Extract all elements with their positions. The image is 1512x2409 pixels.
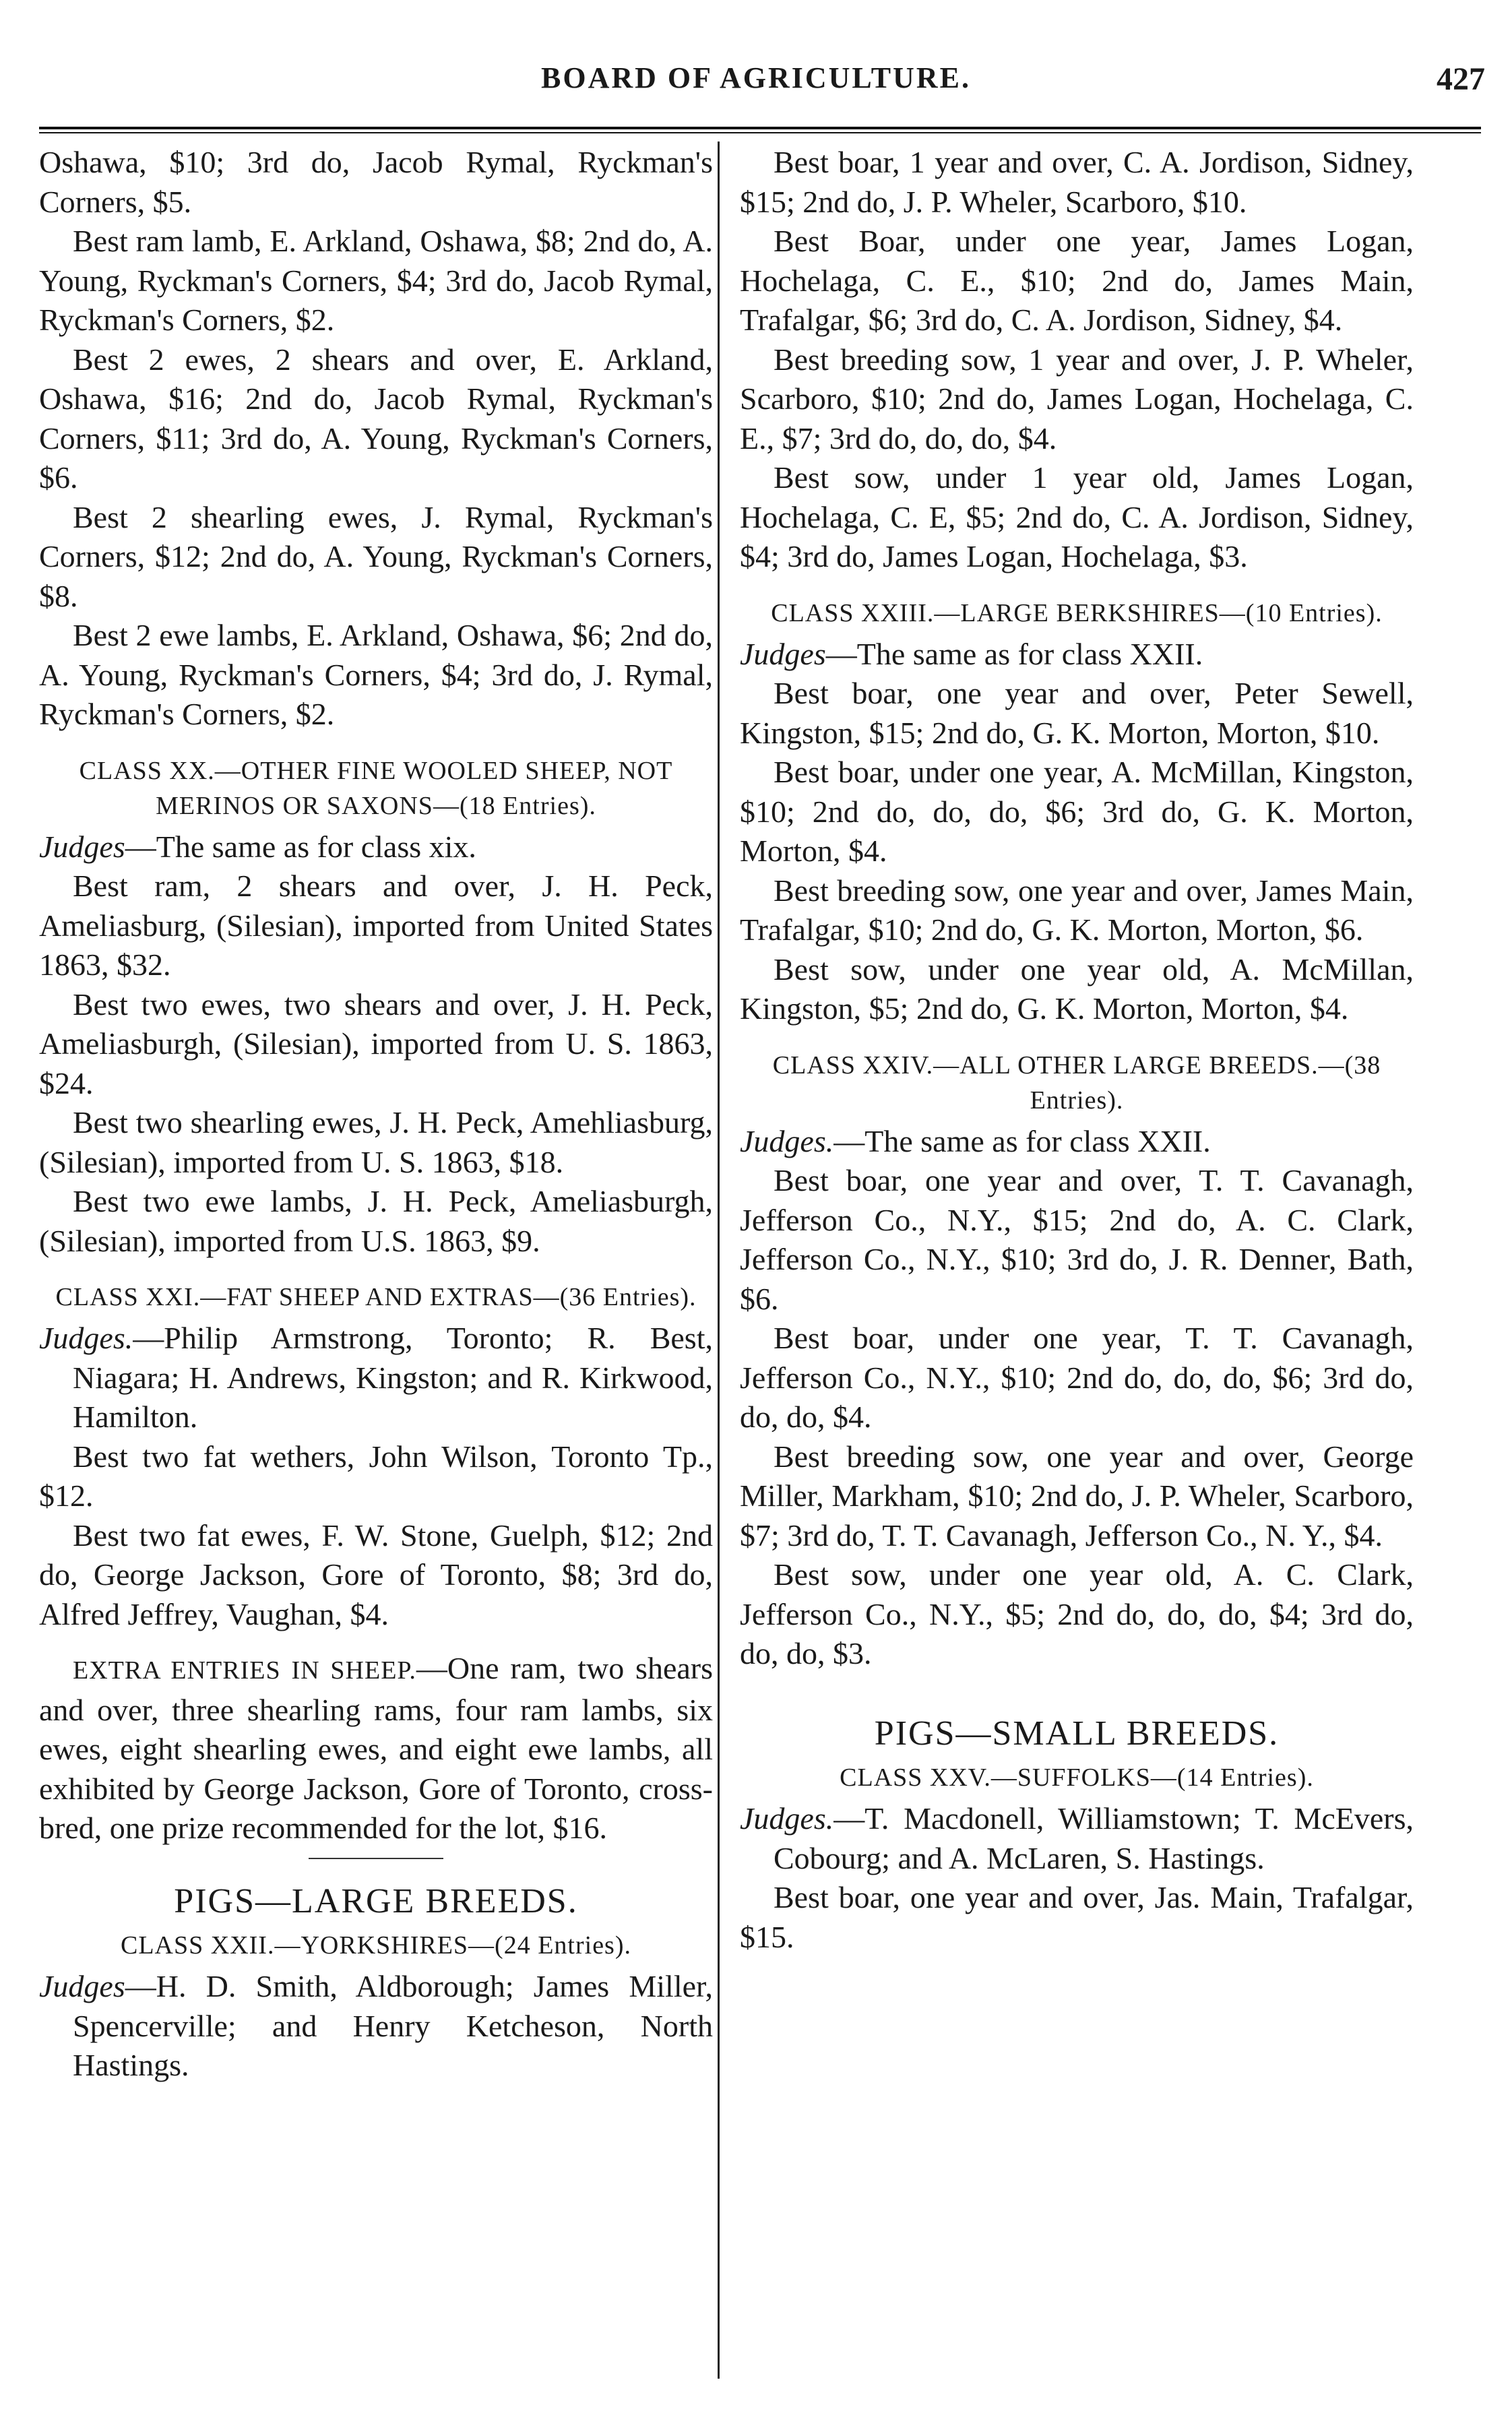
judges-text: —The same as for class XXII. (825, 636, 1203, 671)
paragraph: Best breeding sow, 1 year and over, J. P. Wheler, Scarboro, $10; 2nd do, James Logan, Hochelaga, C. E., $7; 3rd do, do, do, $4. (740, 342, 1414, 456)
section-heading: PIGS—SMALL BREEDS. (874, 1714, 1280, 1753)
paragraph: Best 2 ewe lambs, E. Arkland, Oshawa, $6; 2nd do, A. Young, Ryckman's Corners, $4; 3rd do, J. Rymal, Ryckman's Corners, $2. (39, 618, 713, 731)
section-rule (309, 1858, 443, 1859)
judges-line (39, 1319, 713, 1437)
paragraph: Best ram, 2 shears and over, J. H. Peck, Ameliasburg, (Silesian), imported from United States 1863, $32. (39, 869, 713, 982)
class-heading: CLASS XXIII.—LARGE BERKSHIRES—(10 Entries). (771, 598, 1383, 627)
paragraph: Best sow, under 1 year old, James Logan, Hochelaga, C. E, $5; 2nd do, C. A. Jordison, Sidney, $4; 3rd do, James Logan, Hochelaga, $3. (740, 460, 1414, 573)
paragraph: Best breeding sow, one year and over, James Main, Trafalgar, $10; 2nd do, G. K. Morton, Morton, $6. (740, 873, 1414, 947)
judges-text: —The same as for class XXII. (833, 1123, 1211, 1158)
paragraph: Best boar, one year and over, Jas. Main, Trafalgar, $15. (740, 1880, 1414, 1954)
right-column (740, 143, 1414, 1957)
extra-entries (39, 1649, 713, 1848)
page-number: 427 (1437, 61, 1485, 97)
paragraph: Best sow, under one year old, A. C. Clark, Jefferson Co., N.Y., $5; 2nd do, do, do, $4; 3rd do, do, do, $3. (740, 1557, 1414, 1670)
judges-line (740, 1799, 1414, 1878)
judges-text: —T. Macdonell, Williamstown; T. McEvers, Cobourg; and A. McLaren, S. Hastings. (774, 1801, 1414, 1875)
class-heading: CLASS XXIV.—ALL OTHER LARGE BREEDS.—(38 Entries). (772, 1051, 1381, 1115)
paragraph: Best boar, one year and over, T. T. Cavanagh, Jefferson Co., N.Y., $15; 2nd do, A. C. Clark, Jefferson Co., N.Y., $10; 3rd do, J. R. Denner, Bath, $6. (740, 1163, 1414, 1316)
paragraph: Best 2 shearling ewes, J. Rymal, Ryckman's Corners, $12; 2nd do, A. Young, Ryckman's Corners, $8. (39, 499, 713, 613)
judges-line (740, 635, 1414, 675)
paragraph: Best boar, 1 year and over, C. A. Jordison, Sidney, $15; 2nd do, J. P. Wheler, Scarboro, $10. (740, 145, 1414, 219)
judges-line (39, 827, 713, 867)
paragraph: Best two shearling ewes, J. H. Peck, Amehliasburg, (Silesian), imported from U. S. 1863, $18. (39, 1105, 713, 1179)
paragraph: Best breeding sow, one year and over, George Miller, Markham, $10; 2nd do, J. P. Wheler, Scarboro, $7; 3rd do, T. T. Cavanagh, Jefferson Co., N. Y., $4. (740, 1439, 1414, 1553)
header-rule (39, 127, 1481, 133)
judges-label: Judges (39, 1969, 125, 2003)
paragraph: Best two fat ewes, F. W. Stone, Guelph, $12; 2nd do, George Jackson, Gore of Toronto, $8; 3rd do, Alfred Jeffrey, Vaughan, $4. (39, 1518, 713, 1631)
extra-text: —One ram, two shears and over, three shearling rams, four ram lambs, six ewes, eight shearling ewes, and eight ewe lambs, all exhibited by George Jackson, Gore of Toronto, cross-bred, one prize recommended for the lot, $16. (39, 1651, 713, 1845)
paragraph: Best boar, under one year, A. McMillan, Kingston, $10; 2nd do, do, do, $6; 3rd do, G. K. Morton, Morton, $4. (740, 755, 1414, 868)
class-heading: CLASS XXII.—YORKSHIRES—(24 Entries). (121, 1931, 631, 1960)
class-heading: CLASS XXV.—SUFFOLKS—(14 Entries). (840, 1763, 1314, 1792)
column-divider (718, 142, 720, 2379)
left-column (39, 143, 713, 2086)
judges-text: —The same as for class xix. (125, 829, 476, 864)
judges-text: —H. D. Smith, Aldborough; James Miller, Spencerville; and Henry Ketcheson, North Hastings. (73, 1969, 713, 2082)
paragraph: Best sow, under one year old, A. McMillan, Kingston, $5; 2nd do, G. K. Morton, Morton, $4. (740, 951, 1414, 1026)
paragraph: Oshawa, $10; 3rd do, Jacob Rymal, Ryckman's Corners, $5. (39, 145, 713, 219)
paragraph: Best 2 ewes, 2 shears and over, E. Arkland, Oshawa, $16; 2nd do, Jacob Rymal, Ryckman's Corners, $11; 3rd do, A. Young, Ryckman's Corners, $6. (39, 342, 713, 495)
running-head: BOARD OF AGRICULTURE. (541, 61, 971, 94)
paragraph: Best boar, one year and over, Peter Sewell, Kingston, $15; 2nd do, G. K. Morton, Morton, $10. (740, 676, 1414, 750)
class-heading: CLASS XX.—OTHER FINE WOOLED SHEEP, NOT MERINOS OR SAXONS—(18 Entries). (79, 756, 673, 820)
paragraph: Best two ewes, two shears and over, J. H. Peck, Ameliasburgh, (Silesian), imported from U. S. 1863, $24. (39, 987, 713, 1100)
judges-text: —Philip Armstrong, Toronto; R. Best, Niagara; H. Andrews, Kingston; and R. Kirkwood, Hamilton. (73, 1321, 713, 1434)
extra-label: EXTRA ENTRIES IN SHEEP. (73, 1656, 416, 1685)
judges-line (39, 1967, 713, 2086)
class-heading: CLASS XXI.—FAT SHEEP AND EXTRAS—(36 Entries). (55, 1283, 697, 1311)
paragraph: Best ram lamb, E. Arkland, Oshawa, $8; 2nd do, A. Young, Ryckman's Corners, $4; 3rd do, Jacob Rymal, Ryckman's Corners, $2. (39, 224, 713, 337)
paragraph: Best two ewe lambs, J. H. Peck, Ameliasburgh, (Silesian), imported from U.S. 1863, $9. (39, 1184, 713, 1258)
judges-label: Judges. (39, 1321, 133, 1355)
judges-label: Judges. (740, 1123, 834, 1158)
section-heading: PIGS—LARGE BREEDS. (174, 1881, 578, 1920)
paragraph: Best two fat wethers, John Wilson, Toronto Tp., $12. (39, 1439, 713, 1513)
page-header (0, 61, 1512, 115)
judges-label: Judges (39, 829, 125, 864)
judges-label: Judges. (740, 1801, 834, 1836)
paragraph: Best Boar, under one year, James Logan, Hochelaga, C. E., $10; 2nd do, James Main, Trafalgar, $6; 3rd do, C. A. Jordison, Sidney, $4. (740, 224, 1414, 337)
judges-label: Judges (740, 636, 826, 671)
paragraph: Best boar, under one year, T. T. Cavanagh, Jefferson Co., N.Y., $10; 2nd do, do, do, $6; 3rd do, do, do, $4. (740, 1321, 1414, 1434)
judges-line (740, 1122, 1414, 1162)
